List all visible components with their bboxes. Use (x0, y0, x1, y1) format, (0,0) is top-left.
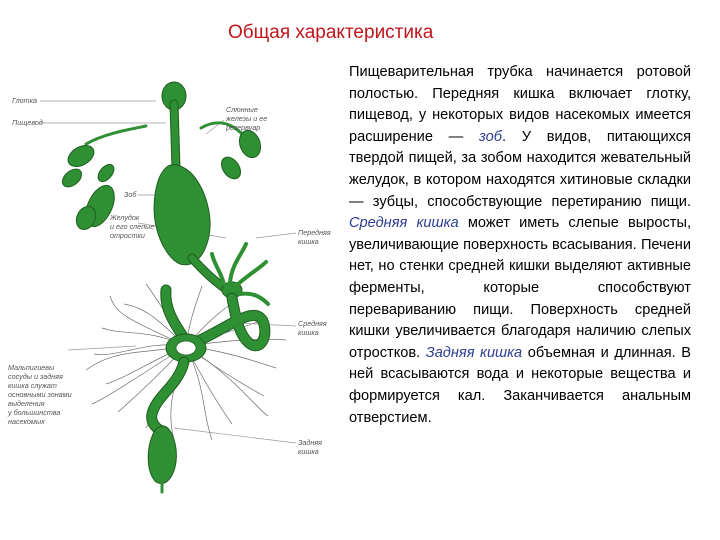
label-malpighian-3: кишка служат (8, 381, 57, 390)
label-malpighian-1: Мальпигиевы (8, 363, 55, 372)
pharynx-and-esophagus (162, 82, 186, 168)
term-crop: зоб (479, 128, 502, 145)
label-midgut-1: Средняя (298, 319, 327, 328)
body-paragraph-4: объемная и длинная. В ней всасываются вода и некоторые вещества и формируется кал. Заканчивается анальным отверстием. (349, 344, 692, 426)
label-pharynx: Глотка (12, 96, 38, 105)
label-malpighian-6: у большинства (8, 408, 61, 417)
digestive-system-illustration (6, 78, 346, 540)
body-paragraph-1: Пищеварительная трубка начинается ротовой полостью. Передняя кишка включает глотку, пищевод, у некоторых видов насекомых имеется расширение — (349, 64, 691, 145)
slide-title: Общая характеристика (228, 22, 434, 43)
body-paragraph-3: может иметь слепые выросты, увеличивающие поверхность всасывания. Печени нет, но стенки средней кишки выделяют активные ферменты, которые способствуют перевариванию пищи. Поверхность средней кишки увеличивается благодаря наличию слепых отростков. (349, 215, 691, 361)
label-malpighian-2: сосуды и задняя (8, 372, 63, 381)
label-malpighian-5: выделения (8, 399, 45, 408)
label-salivary-3: резервуар (226, 123, 261, 132)
hindgut (148, 334, 206, 492)
body-paragraph-2: . У видов, питающихся твердой пищей, за зобом находится жевательный желудок, в котором находятся хитиновые складки — зубцы, способствующие перетиранию пищи. (349, 128, 691, 210)
body-text (349, 62, 691, 429)
label-foregut-2: кишка (298, 237, 319, 246)
label-malpighian-4: основными зонами (8, 390, 72, 399)
label-hindgut-1: Задняя (298, 438, 323, 447)
label-stomach-3: отростки (110, 231, 145, 240)
label-salivary-1: Слюнные (226, 105, 258, 114)
label-malpighian-7: насекомых (8, 417, 45, 426)
label-hindgut-2: кишка (298, 447, 319, 456)
label-salivary-2: железы и ее (226, 114, 268, 123)
label-stomach-2: и его слепые (110, 222, 155, 231)
diagram-labels (7, 96, 331, 456)
crop (154, 165, 210, 265)
label-esophagus: Пищевод (12, 118, 43, 127)
label-stomach-1: Желудок (110, 213, 140, 222)
label-midgut-2: кишка (298, 328, 319, 337)
term-hindgut: Задняя кишка (425, 344, 523, 361)
label-foregut-1: Передняя (298, 228, 331, 237)
digestive-system-diagram (6, 78, 346, 540)
term-midgut: Средняя кишка (349, 215, 459, 232)
label-crop: Зоб (124, 190, 137, 199)
